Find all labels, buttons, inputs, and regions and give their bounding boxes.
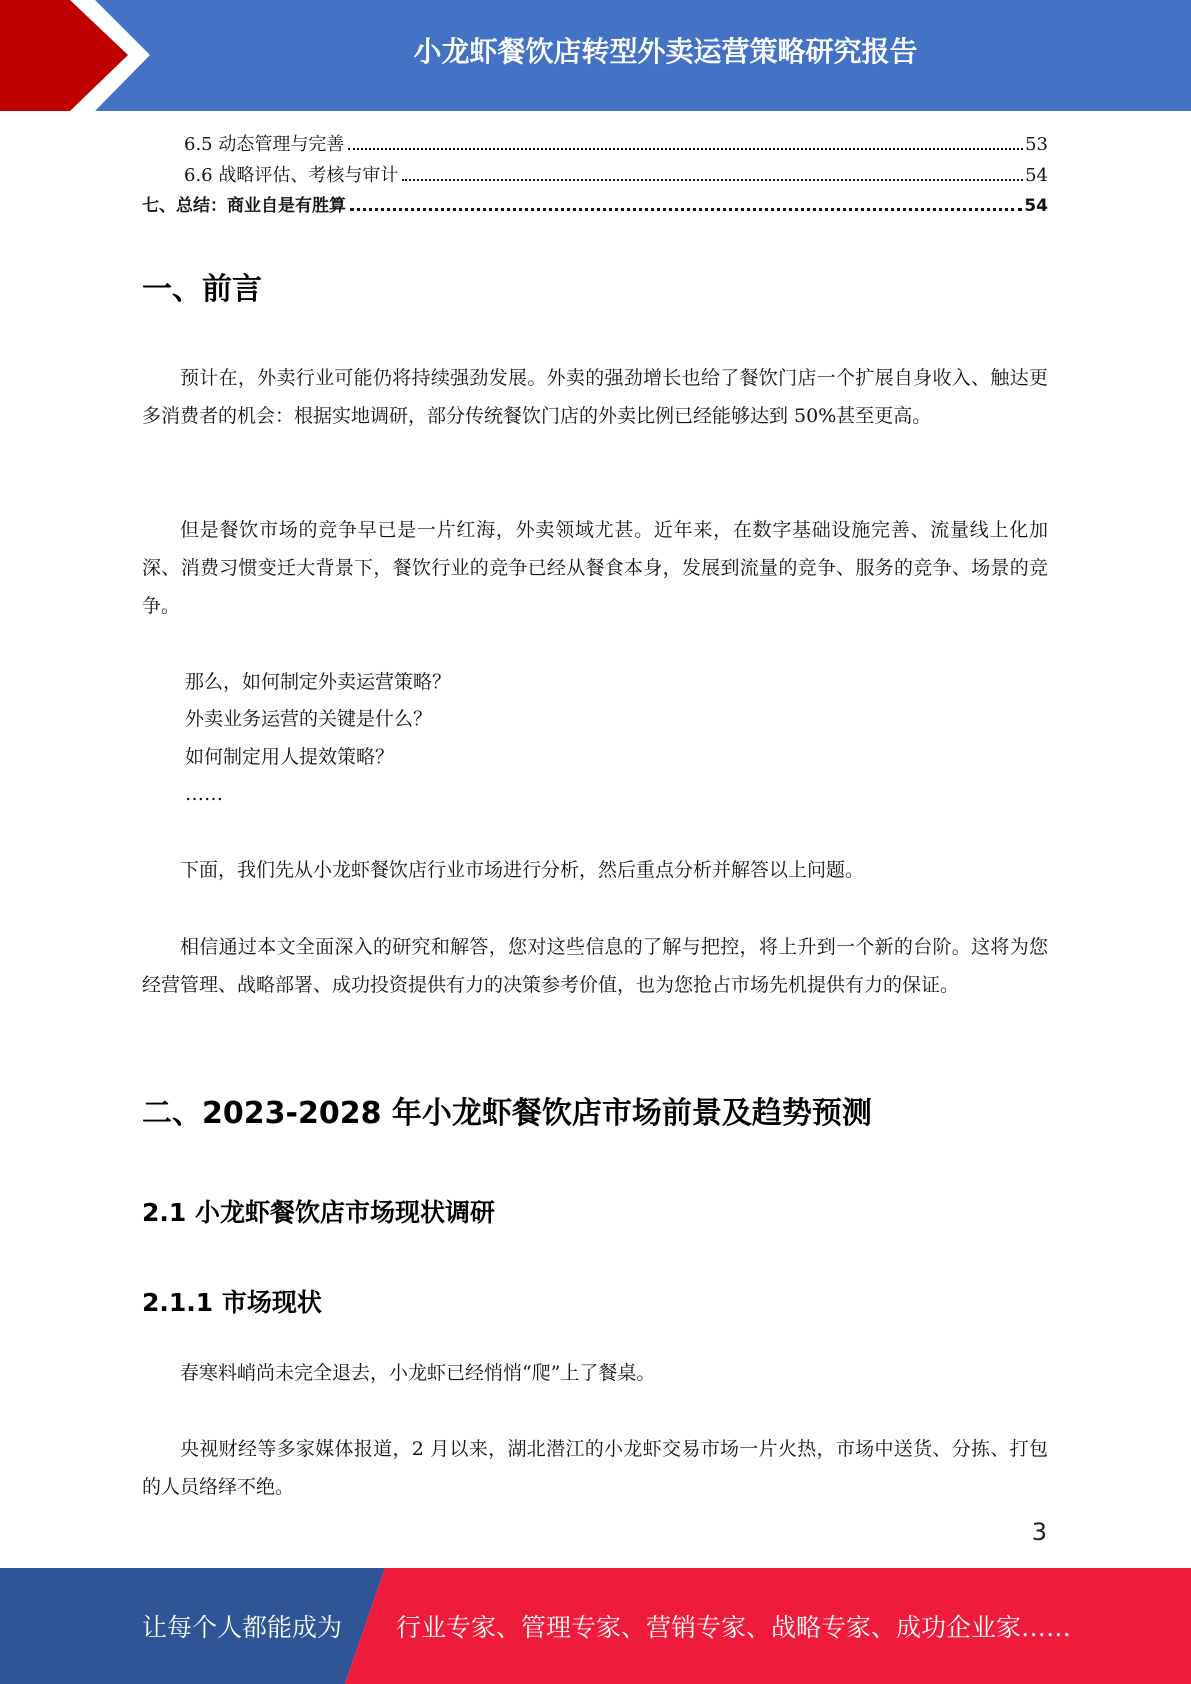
toc-entry[interactable] — [142, 129, 1048, 160]
toc-page: 54 — [1024, 196, 1048, 216]
section-heading-forecast: 二、2023-2028 年小龙虾餐饮店市场前景及趋势预测 — [142, 1096, 872, 1131]
question-line: 外卖业务运营的关键是什么？ — [185, 708, 433, 730]
toc-page: 53 — [1025, 134, 1048, 155]
body-paragraph: 下面，我们先从小龙虾餐饮店行业市场进行分析，然后重点分析并解答以上问题。 — [180, 859, 865, 881]
report-title: 小龙虾餐饮店转型外卖运营策略研究报告 — [413, 35, 918, 68]
toc-entry[interactable] — [142, 160, 1048, 191]
toc-leader — [402, 179, 1023, 181]
toc-page: 54 — [1025, 165, 1048, 186]
page-header — [0, 0, 1191, 111]
toc-label: 6.5 动态管理与完善 — [184, 134, 345, 155]
table-of-contents — [142, 129, 1048, 222]
footer-slogan-left: 让每个人都能成为 — [142, 1613, 343, 1642]
body-paragraph: 春寒料峭尚未完全退去，小龙虾已经悄悄“爬”上了餐桌。 — [180, 1362, 656, 1384]
footer-slogan-right: 行业专家、管理专家、营销专家、战略专家、成功企业家…… — [396, 1613, 1072, 1642]
page-number: 3 — [1031, 1518, 1047, 1546]
section-heading-preface: 一、前言 — [142, 272, 262, 307]
toc-leader — [350, 208, 1022, 211]
body-paragraph: 预计在，外卖行业可能仍将持续强劲发展。外卖的强劲增长也给了餐饮门店一个扩展自身收入、触达更多消费者的机会：根据实地调研，部分传统餐饮门店的外卖比例已经能够达到 50%甚至更高。 — [142, 367, 1048, 427]
question-line: 如何制定用人提效策略？ — [185, 746, 395, 768]
toc-leader — [348, 148, 1023, 150]
question-line: 那么，如何制定外卖运营策略？ — [185, 671, 452, 693]
body-paragraph: 央视财经等多家媒体报道，2 月以来，湖北潜江的小龙虾交易市场一片火热，市场中送货、分拣、打包的人员络绎不绝。 — [142, 1438, 1048, 1498]
body-paragraph: 但是餐饮市场的竞争早已是一片红海，外卖领域尤甚。近年来，在数字基础设施完善、流量线上化加深、消费习惯变迁大背景下，餐饮行业的竞争已经从餐食本身，发展到流量的竞争、服务的竞争、场景的竞争。 — [142, 519, 1048, 617]
body-paragraph: 相信通过本文全面深入的研究和解答，您对这些信息的了解与把控，将上升到一个新的台阶。这将为您经营管理、战略部署、成功投资提供有力的决策参考价值，也为您抢占市场先机提供有力的保证。 — [142, 936, 1048, 996]
subsubsection-heading: 2.1.1 市场现状 — [142, 1288, 322, 1317]
toc-entry[interactable] — [142, 191, 1048, 222]
page-footer — [0, 1568, 1191, 1684]
toc-label: 6.6 战略评估、考核与审计 — [184, 165, 399, 186]
ellipsis-line: …… — [185, 783, 223, 805]
subsection-heading: 2.1 小龙虾餐饮店市场现状调研 — [142, 1198, 495, 1227]
toc-label: 七、总结：商业自是有胜算 — [142, 196, 346, 216]
